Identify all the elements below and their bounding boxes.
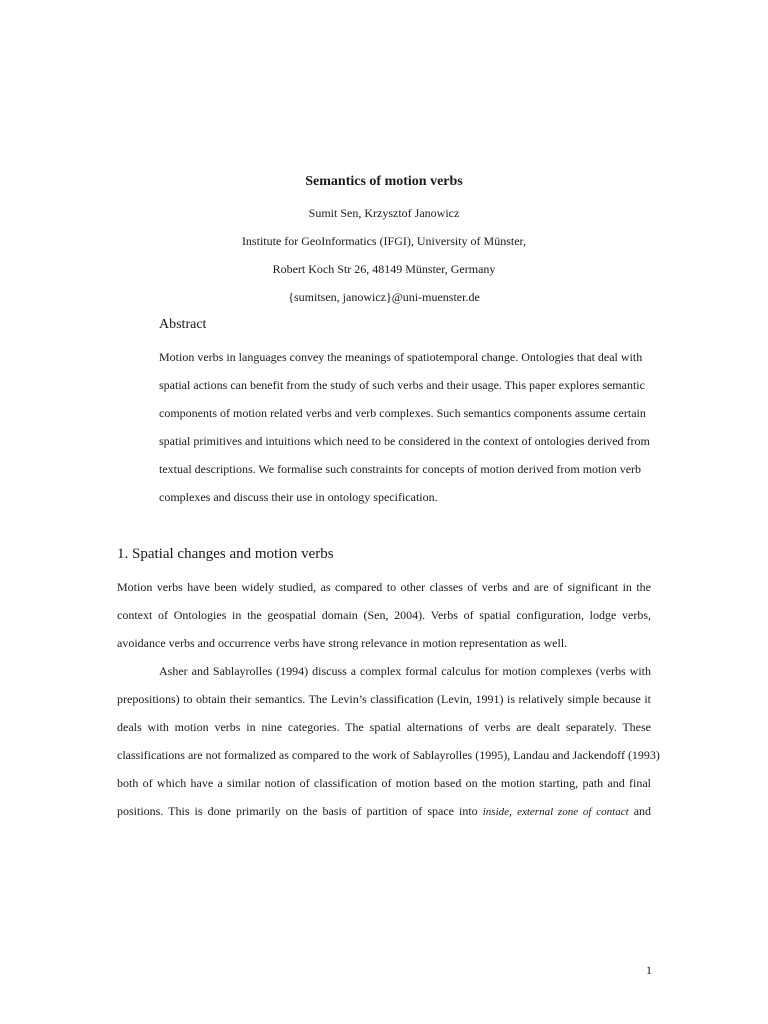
body-text: and: [633, 804, 652, 818]
paper-title: Semantics of motion verbs: [305, 174, 463, 189]
page-number: 1: [646, 963, 652, 977]
body-text: positions. This is done primarily on the basis of partition of space into: [117, 804, 478, 818]
body-line: Motion verbs have been widely studied, as compared to other classes of verbs and are of significant in the: [117, 580, 651, 594]
body-line: deals with motion verbs in nine categories. The spatial alternations of verbs are dealt separately. These: [117, 720, 651, 734]
body-line: context of Ontologies in the geospatial domain (Sen, 2004). Verbs of spatial configuration, lodge verbs,: [117, 608, 651, 622]
body-line: both of which have a similar notion of classification of motion based on the motion starting, path and final: [117, 776, 651, 790]
abstract-heading: Abstract: [159, 317, 207, 332]
abstract-line: spatial actions can benefit from the study of such verbs and their usage. This paper explores semantic: [159, 378, 645, 392]
comma: ,: [509, 804, 513, 818]
paper-authors: Sumit Sen, Krzysztof Janowicz: [308, 206, 460, 220]
body-line: avoidance verbs and occurrence verbs have strong relevance in motion representation as well.: [117, 636, 568, 650]
body-line: prepositions) to obtain their semantics. The Levin’s classification (Levin, 1991) is relatively simple because it: [117, 692, 651, 706]
term-external-zone: external zone of contact: [517, 806, 629, 818]
paper-affiliation: Institute for GeoInformatics (IFGI), University of Münster,: [241, 234, 527, 248]
body-line: classifications are not formalized as compared to the work of Sablayrolles (1995), Landau and Jackendoff (1993): [117, 748, 660, 762]
abstract-line: spatial primitives and intuitions which need to be considered in the context of ontologies derived from: [159, 434, 650, 448]
abstract-line: Motion verbs in languages convey the meanings of spatiotemporal change. Ontologies that deal with: [159, 350, 643, 364]
paper-email: {sumitsen, janowicz}@uni-muenster.de: [288, 290, 480, 304]
abstract-line: complexes and discuss their use in ontology specification.: [159, 490, 438, 504]
term-inside: inside: [482, 806, 510, 818]
abstract-line: components of motion related verbs and verb complexes. Such semantics components assume certain: [159, 406, 646, 420]
body-line: Asher and Sablayrolles (1994) discuss a complex formal calculus for motion complexes (verbs with: [159, 664, 651, 678]
paper-address: Robert Koch Str 26, 48149 Münster, Germany: [272, 262, 496, 276]
section-heading: 1. Spatial changes and motion verbs: [117, 546, 334, 562]
abstract-line: textual descriptions. We formalise such constraints for concepts of motion derived from motion verb: [159, 462, 642, 476]
body-line-last: [117, 804, 651, 819]
